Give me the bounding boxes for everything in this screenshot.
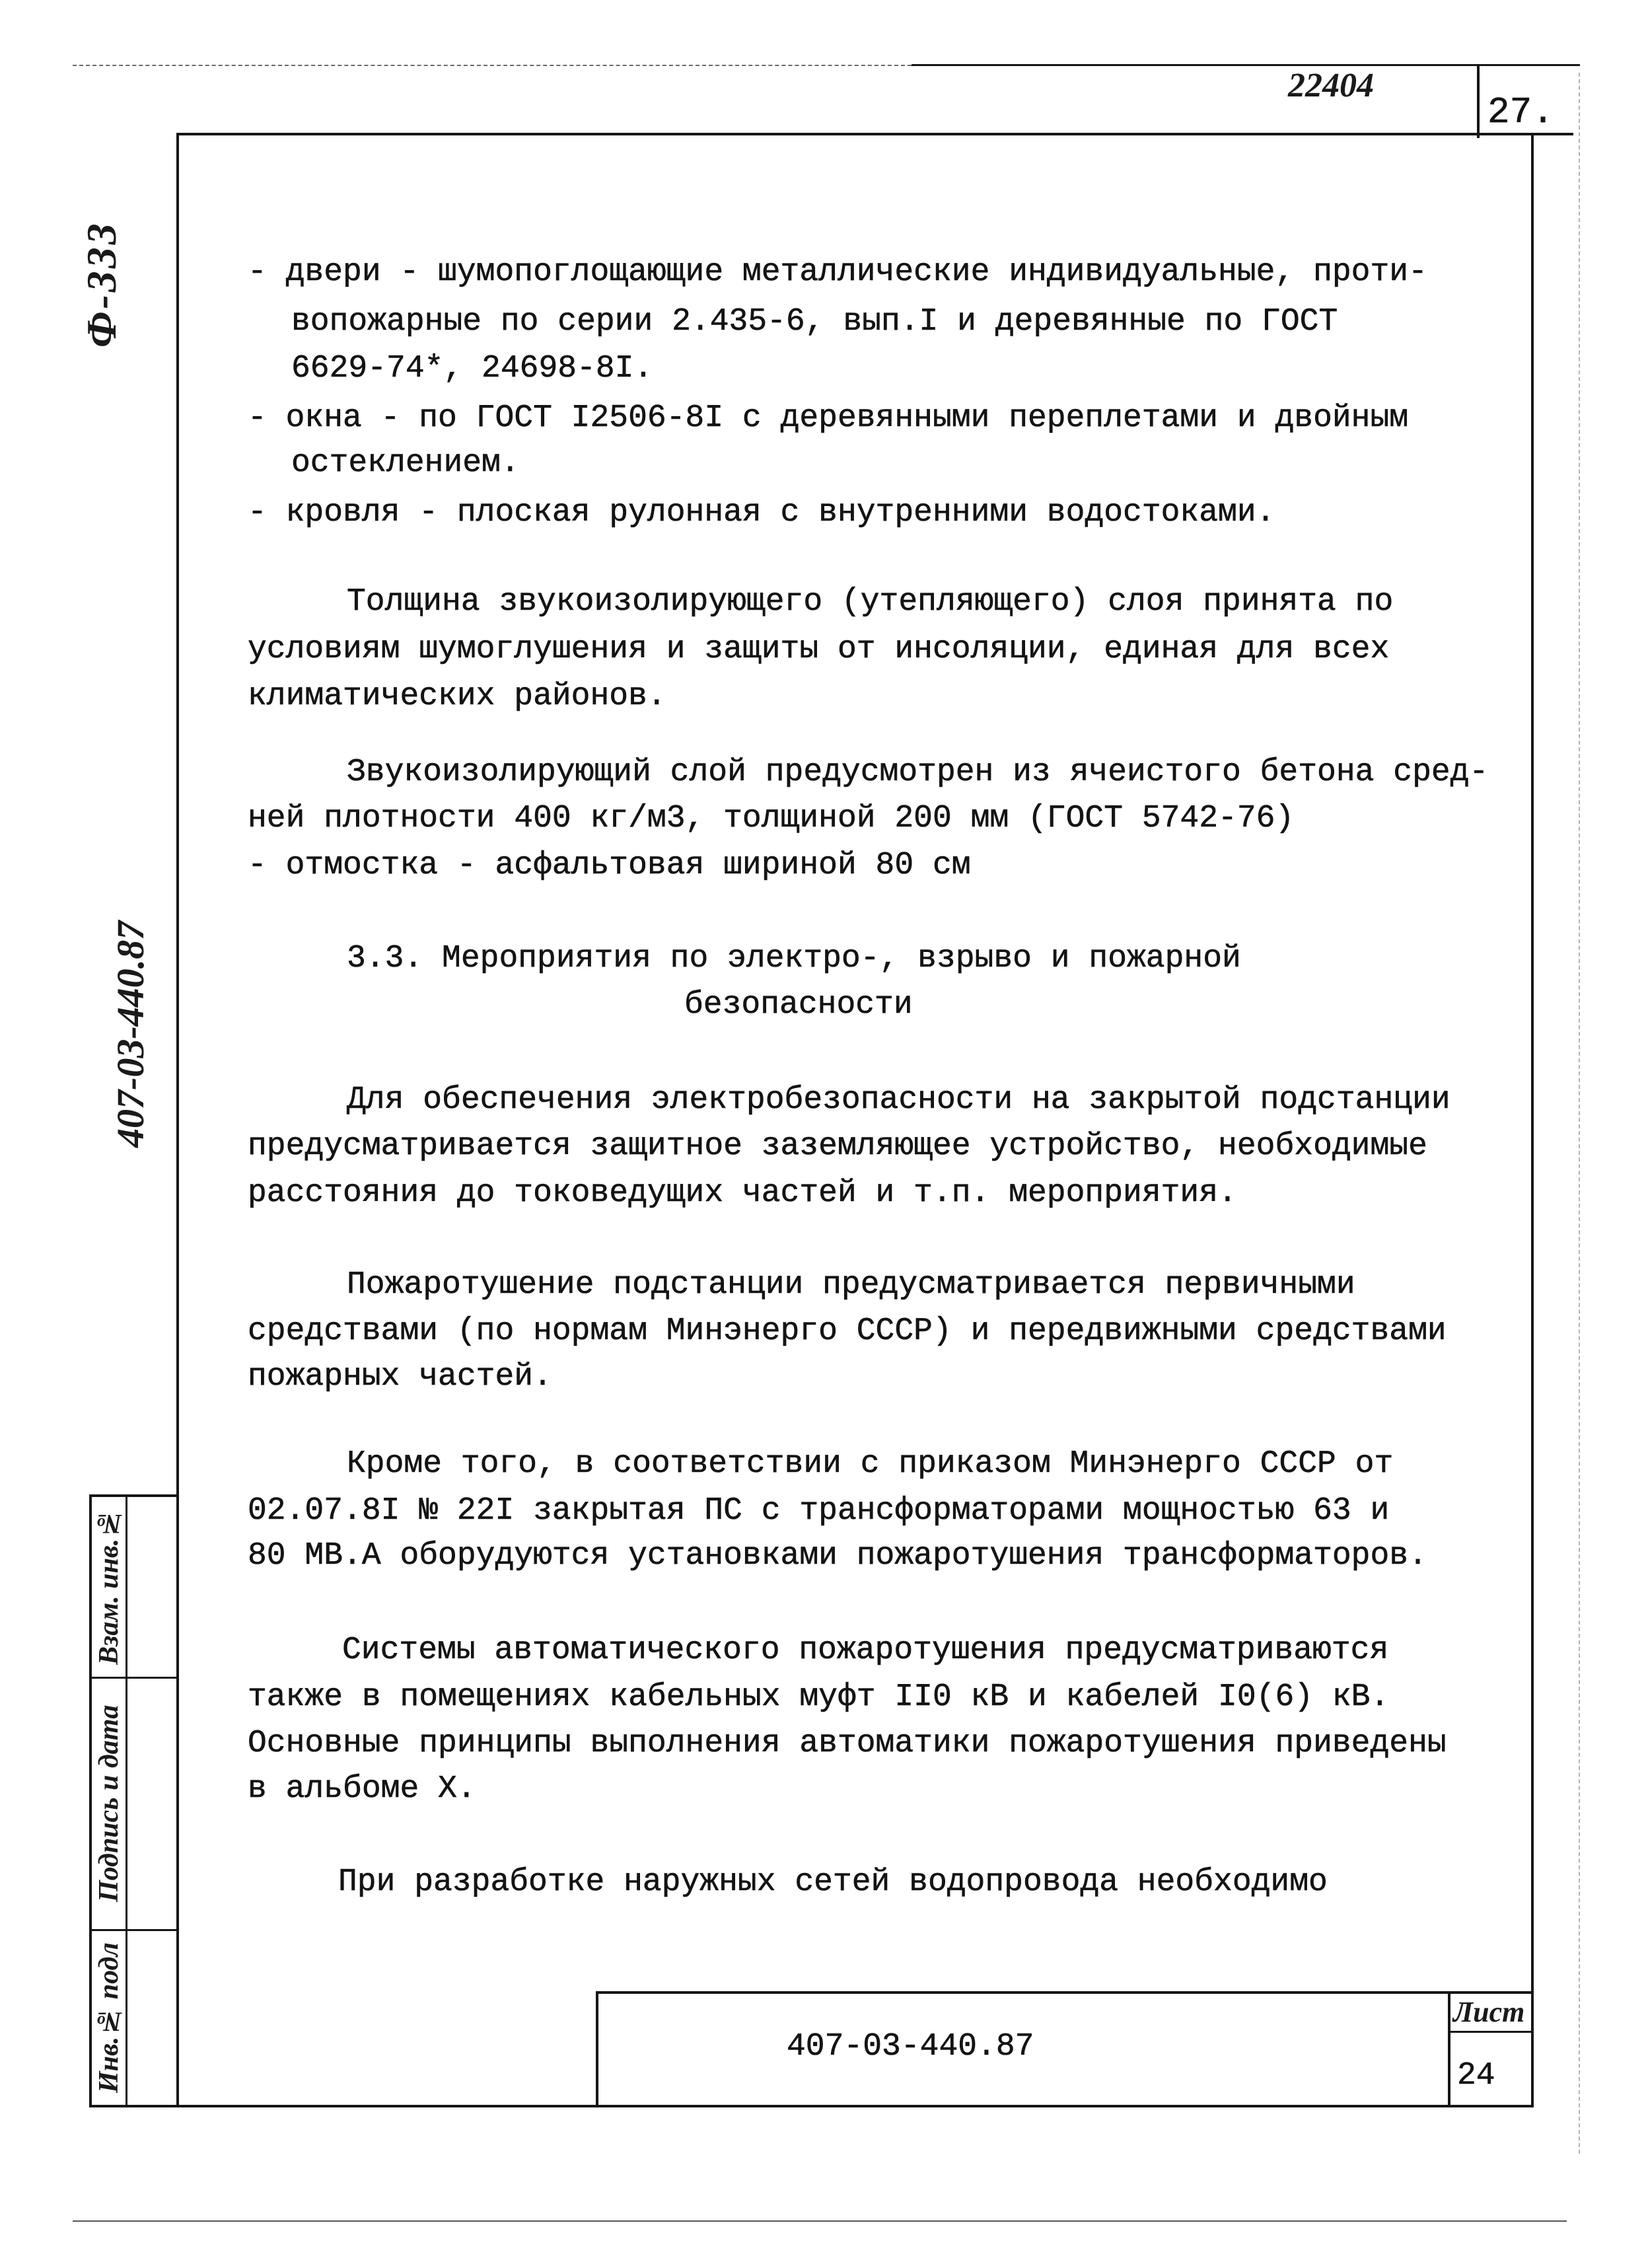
paragraph-automatic-fire-systems-line: Системы автоматического пожаротушения предусматриваются [342, 1632, 1389, 1668]
header-rule-faint [73, 65, 912, 66]
paragraph-insulation-thickness-line: Толщина звукоизолирующего (утепляющего) слоя принята по [347, 584, 1394, 620]
paragraph-insulation-layer-line: Звукоизолирующий слой предусмотрен из ячеистого бетона сред- [347, 754, 1489, 790]
form-code: Ф-333 [78, 221, 125, 348]
frame-border-right [1531, 133, 1534, 2107]
sheet-number-top: 27. [1487, 91, 1554, 133]
bullet-doors-line: вопожарные по серии 2.435-6, вып.I и деревянные по ГОСТ [291, 304, 1338, 340]
paragraph-fire-extinguishing-line: пожарных частей. [248, 1359, 552, 1395]
page-trim-bottom [73, 2220, 1567, 2222]
stamp-original-inventory-label: Инв.№ подл [94, 1942, 124, 2093]
paragraph-minenergo-order-line: 02.07.8I № 22I закрытая ПС с трансформаторами мощностью 63 и [248, 1493, 1390, 1529]
stamp-column-divider [125, 1494, 127, 2107]
stamp-border-outer [89, 1494, 92, 2107]
margin-designation: 407-03-440.87 [109, 920, 152, 1148]
bullet-doors-line: 6629-74*, 24698-8I. [291, 351, 653, 386]
paragraph-fire-extinguishing-line: средствами (по нормам Минэнерго СССР) и передвижными средствами [248, 1313, 1447, 1349]
paragraph-electrical-safety-line: предусматривается защитное заземляющее устройство, необходимые [248, 1128, 1427, 1164]
section-heading-3-3: 3.3. Мероприятия по электро-, взрыво и пожарной [347, 941, 1241, 976]
bullet-windows-line: - окна - по ГОСТ I2506-8I с деревянными переплетами и двойным [248, 400, 1409, 436]
stamp-row-divider [89, 1929, 179, 1931]
paragraph-insulation-thickness-line: условиям шумоглушения и защиты от инсоляции, единая для всех [248, 632, 1390, 667]
title-block-designation: 407-03-440.87 [787, 2029, 1034, 2065]
paragraph-insulation-thickness-line: климатических районов. [248, 678, 666, 714]
paragraph-minenergo-order-line: 80 МВ.А оборудуются установками пожаротушения трансформаторов. [248, 1538, 1427, 1574]
bullet-doors-line: - двери - шумопоглощающие металлические индивидуальные, проти- [248, 254, 1427, 290]
frame-border-bottom [89, 2105, 1534, 2107]
frame-border-top [176, 133, 1573, 135]
sheet-number: 24 [1457, 2058, 1495, 2094]
paragraph-electrical-safety-line: Для обеспечения электробезопасности на закрытой подстанции [347, 1082, 1450, 1118]
handwritten-number: 22404 [1288, 67, 1374, 104]
bullet-windows-line: остеклением. [291, 445, 520, 481]
stamp-replaced-inventory-label: Взам. инв.№ [94, 1508, 124, 1665]
title-block-border-top [596, 1991, 1534, 1994]
paragraph-minenergo-order-line: Кроме того, в соответствии с приказом Минэнерго СССР от [347, 1446, 1394, 1482]
stamp-border-top [89, 1494, 179, 1497]
paragraph-water-supply-line: При разработке наружных сетей водопровода необходимо [338, 1864, 1328, 1900]
paragraph-insulation-layer-line: ней плотности 400 кг/м3, толщиной 200 мм (ГОСТ 5742-76) [248, 801, 1295, 836]
page-edge-right [1579, 73, 1580, 2154]
section-heading-3-3: безопасности [684, 987, 913, 1023]
title-block-border-left [596, 1991, 598, 2107]
bullet-blind-area-line: - отмостка - асфальтовая шириной 80 см [248, 848, 971, 883]
paragraph-automatic-fire-systems-line: также в помещениях кабельных муфт II0 кВ и кабелей I0(6) кВ. [248, 1679, 1390, 1715]
frame-border-left [176, 133, 179, 2107]
sheet-cell-divider [1448, 1991, 1450, 2107]
bullet-roof-line: - кровля - плоская рулонная с внутренними водостоками. [248, 495, 1275, 530]
sheet-cell-row-divider [1448, 2031, 1534, 2033]
paragraph-fire-extinguishing-line: Пожаротушение подстанции предусматривается первичными [347, 1267, 1355, 1303]
paragraph-automatic-fire-systems-line: Основные принципы выполнения автоматики пожаротушения приведены [248, 1726, 1447, 1761]
stamp-signature-date-label: Подпись и дата [94, 1704, 124, 1903]
paragraph-automatic-fire-systems-line: в альбоме Х. [248, 1771, 476, 1807]
sheet-number-box-divider [1477, 64, 1480, 138]
header-rule [912, 64, 1580, 66]
paragraph-electrical-safety-line: расстояния до токоведущих частей и т.п. мероприятия. [248, 1175, 1237, 1211]
stamp-row-divider [89, 1677, 179, 1679]
sheet-label: Лист [1453, 1996, 1525, 2028]
